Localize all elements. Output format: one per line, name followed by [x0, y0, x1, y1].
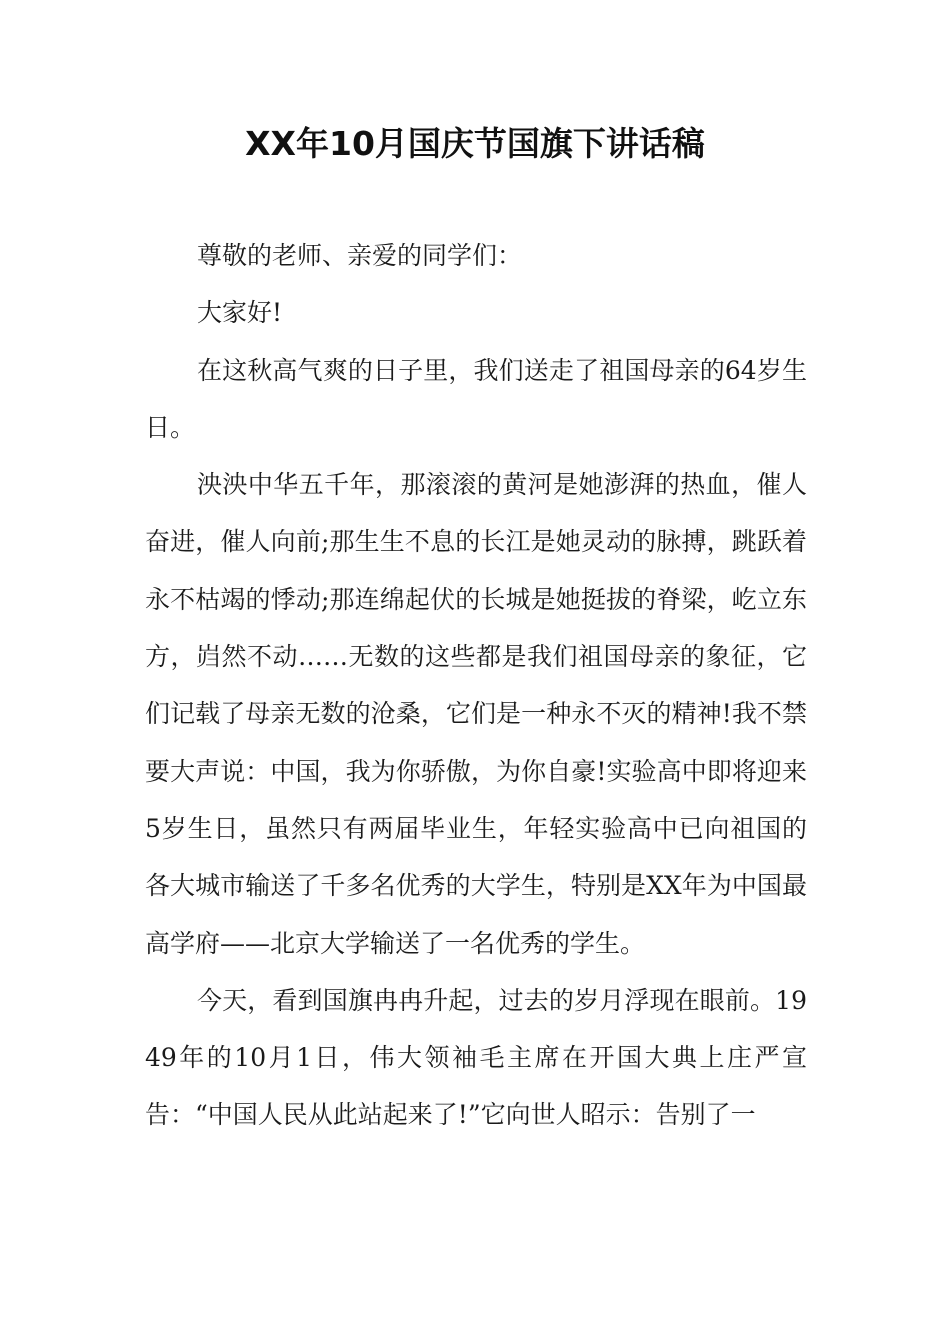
document-body: [145, 227, 807, 1144]
paragraph-intro: 在这秋高气爽的日子里，我们送走了祖国母亲的64岁生日。: [145, 355, 807, 442]
paragraph-salutation: 尊敬的老师、亲爱的同学们：: [197, 241, 523, 270]
paragraph-greeting: 大家好!: [197, 298, 283, 328]
document-title: XX年10月国庆节国旗下讲话稿: [245, 124, 705, 163]
paragraph-motherland: 泱泱中华五千年，那滚滚的黄河是她澎湃的热血，催人奋进，催人向前;那生生不息的长江是她灵动的脉搏，跳跃着永不枯竭的悸动;那连绵起伏的长城是她挺拔的脊梁，屹立东方，岿然不动……无数的这些都是我们祖国母亲的象征，它们记载了母亲无数的沧桑，它们是一种永不灭的精神!我不禁要大声说：中国，我为你骄傲，为你自豪!实验高中即将迎来5岁生日，虽然只有两届毕业生，年轻实验高中已向祖国的各大城市输送了千多名优秀的大学生，特别是XX年为中国最高学府——北京大学输送了一名优秀的学生。: [145, 470, 807, 958]
paragraph-flag-raising: 今天，看到国旗冉冉升起，过去的岁月浮现在眼前。1949年的10月1日，伟大领袖毛主席在开国大典上庄严宣告：“中国人民从此站起来了!”它向世人昭示：告别了一: [145, 985, 807, 1130]
